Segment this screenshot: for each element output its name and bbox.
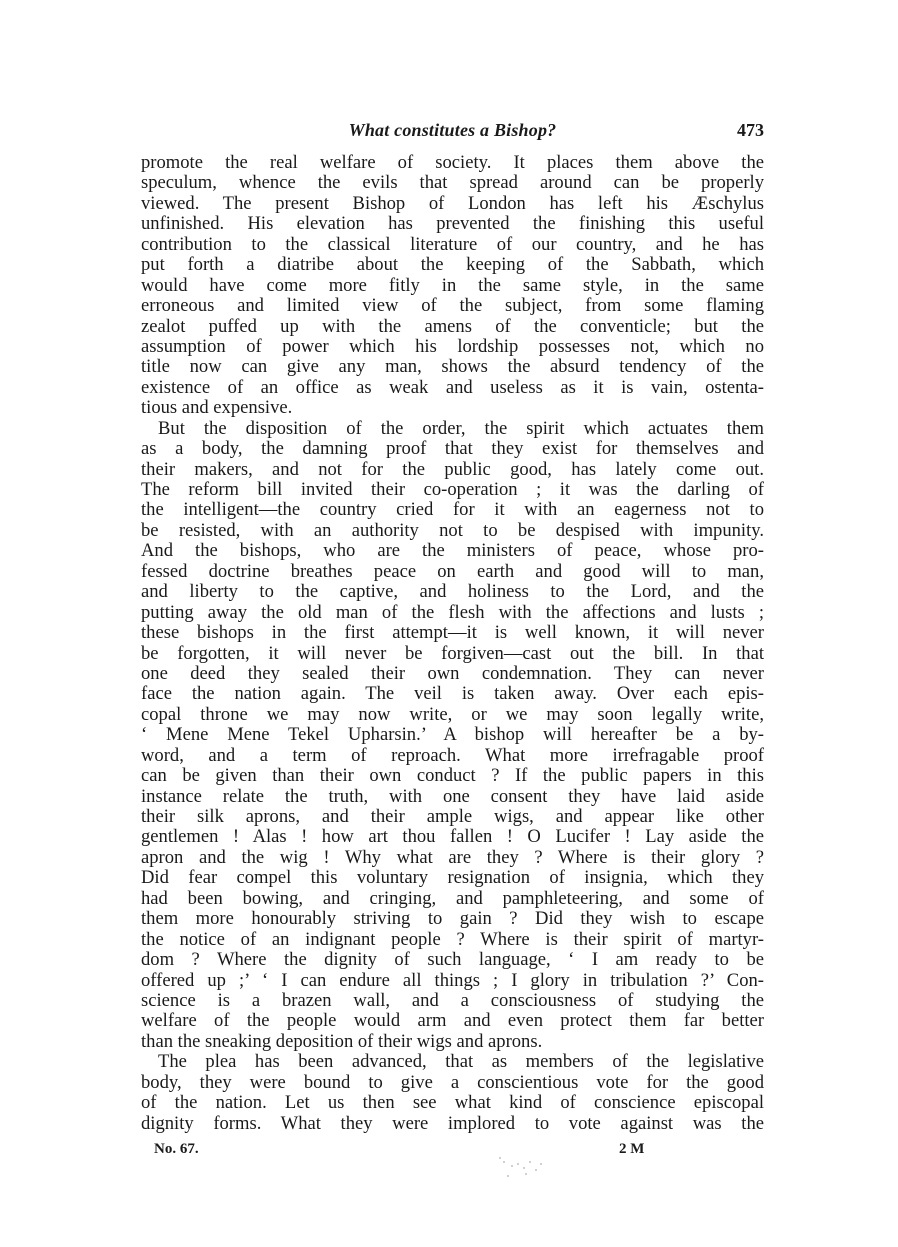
text-line: copal throne we may now write, or we may soon legally write, — [141, 703, 764, 725]
text-line: speculum, whence the evils that spread around can be properly — [141, 172, 764, 194]
text-line: than the sneaking deposition of their wigs and aprons. — [141, 1030, 543, 1052]
text-line: existence of an office as weak and useless as it is vain, ostenta- — [141, 376, 764, 398]
text-line: contribution to the classical literature of our country, and he has — [141, 233, 764, 255]
issue-number: No. 67. — [154, 1141, 199, 1157]
text-line: dignity forms. What they were implored to vote against was the — [141, 1112, 764, 1134]
text-line: offered up ;’ ‘ I can endure all things ; I glory in tribulation ?’ Con- — [141, 969, 764, 991]
paragraph — [141, 1052, 764, 1134]
text-line: assumption of power which his lordship possesses not, which no — [141, 335, 764, 357]
text-line: Did fear compel this voluntary resignation of insignia, which they — [141, 867, 764, 889]
text-line: viewed. The present Bishop of London has left his Æschylus — [141, 192, 764, 214]
text-line: fessed doctrine breathes peace on earth and good will to man, — [141, 560, 764, 582]
text-line: tious and expensive. — [141, 397, 293, 419]
paragraph — [141, 153, 764, 419]
text-line: body, they were bound to give a conscientious vote for the good — [141, 1071, 764, 1093]
text-line: erroneous and limited view of the subject, from some flaming — [141, 295, 764, 317]
text-line: these bishops in the first attempt—it is well known, it will never — [141, 622, 764, 644]
text-line: science is a brazen wall, and a consciousness of studying the — [141, 989, 764, 1011]
text-line: The plea has been advanced, that as members of the legislative — [158, 1051, 764, 1073]
text-line: putting away the old man of the flesh with the affections and lusts ; — [141, 601, 764, 623]
signature-mark: 2 M — [619, 1141, 645, 1157]
text-line: zealot puffed up with the amens of the conventicle; but the — [141, 315, 764, 337]
scan-artifact — [495, 1155, 555, 1183]
text-line: be resisted, with an authority not to be despised with impunity. — [141, 519, 764, 541]
text-line: apron and the wig ! Why what are they ? Where is their glory ? — [141, 846, 764, 868]
text-line: title now can give any man, shows the absurd tendency of the — [141, 356, 764, 378]
text-line: But the disposition of the order, the spirit which actuates them — [158, 417, 764, 439]
text-line: unfinished. His elevation has prevented the finishing this useful — [141, 213, 764, 235]
page-footer — [154, 1141, 654, 1163]
text-line: their makers, and not for the public good, has lately come out. — [141, 458, 764, 480]
page-number: 473 — [737, 120, 764, 140]
text-line: put forth a diatribe about the keeping of the Sabbath, which — [141, 254, 764, 276]
text-line: of the nation. Let us then see what kind of conscience episcopal — [141, 1092, 764, 1114]
text-line: the notice of an indignant people ? Where is their spirit of martyr- — [141, 928, 764, 950]
text-line: can be given than their own conduct ? If the public papers in this — [141, 765, 764, 787]
text-line: their silk aprons, and their ample wigs, and appear like other — [141, 806, 764, 827]
text-line: the intelligent—the country cried for it with an eagerness not to — [141, 499, 764, 521]
text-line: one deed they sealed their own condemnation. They can never — [141, 662, 764, 684]
text-line: and liberty to the captive, and holiness to the Lord, and the — [141, 581, 764, 603]
text-line: would have come more fitly in the same style, in the same — [141, 274, 764, 296]
text-line: face the nation again. The veil is taken away. Over each epis- — [141, 683, 764, 705]
text-line: gentlemen ! Alas ! how art thou fallen ! O Lucifer ! Lay aside the — [141, 826, 764, 848]
body-text — [141, 153, 764, 1134]
text-line: be forgotten, it will never be forgiven—cast out the bill. In that — [141, 642, 764, 664]
text-line: welfare of the people would arm and even protect them far better — [141, 1010, 764, 1032]
text-line: instance relate the truth, with one consent they have laid aside — [141, 785, 764, 807]
paragraph — [141, 419, 764, 1053]
text-line: word, and a term of reproach. What more irrefragable proof — [141, 744, 764, 766]
text-line: them more honourably striving to gain ? Did they wish to escape — [141, 908, 764, 930]
text-line: The reform bill invited their co-operation ; it was the darling of — [141, 479, 764, 500]
text-line: And the bishops, who are the ministers of peace, whose pro- — [141, 540, 764, 562]
text-line: as a body, the damning proof that they exist for themselves and — [141, 438, 764, 460]
text-line: ‘ Mene Mene Tekel Upharsin.’ A bishop will hereafter be a by- — [141, 724, 764, 746]
running-title: What constitutes a Bishop? — [348, 120, 557, 140]
text-line: dom ? Where the dignity of such language, ‘ I am ready to be — [141, 949, 764, 971]
text-line: had been bowing, and cringing, and pamphleteering, and some of — [141, 887, 764, 909]
text-line: promote the real welfare of society. It places them above the — [141, 152, 764, 173]
running-head — [141, 120, 764, 144]
